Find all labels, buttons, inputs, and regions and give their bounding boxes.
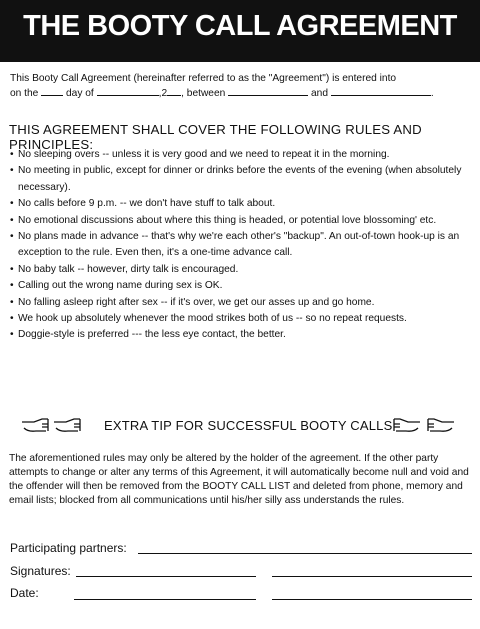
pointing-right-hands-icon	[20, 414, 84, 441]
rule-item: • We hook up absolutely whenever the mood strikes both of us -- so no repeat requests.	[10, 311, 476, 327]
closing-paragraph: The aforementioned rules may only be altered by the holder of the agreement. If the other party attempts to change or alter any terms of this Agreement, it will automatically become null and void and the offender will then be removed from the BOOTY CALL LIST and deleted from phone, memory and email lists; blocked from all communications until his/her silly ass understands the rules.	[9, 453, 469, 506]
party-one-blank[interactable]	[228, 86, 308, 96]
signatures-label: Signatures:	[10, 564, 71, 578]
intro-day-of: day of	[66, 88, 94, 99]
rule-item: • No meeting in public, except for dinner or drinks before the events of the evening (when absolutely necessary).	[10, 163, 476, 196]
rule-item: • No falling asleep right after sex -- if it's over, we get our asses up and go home.	[10, 295, 476, 311]
date-line-2[interactable]	[272, 599, 472, 600]
party-two-blank[interactable]	[331, 86, 431, 96]
pointing-left-hands-icon	[388, 414, 458, 441]
intro-year-prefix: ,2	[158, 88, 168, 99]
intro-line-2: on the day of ,2 , between and .	[10, 88, 434, 99]
month-blank[interactable]	[97, 86, 159, 96]
date-label: Date:	[10, 586, 39, 600]
year-blank[interactable]	[167, 86, 181, 96]
signature-line-2[interactable]	[272, 576, 472, 577]
partners-line[interactable]	[138, 553, 472, 554]
rule-item: • No plans made in advance -- that's why we're each other's "backup". An out-of-town hook-up is an exception to the rule. Even then, it's a one-time advance call.	[10, 229, 476, 262]
intro-between: , between	[181, 88, 226, 99]
page-title: THE BOOTY CALL AGREEMENT	[23, 10, 457, 42]
title-banner	[0, 0, 480, 62]
date-line-1[interactable]	[74, 599, 256, 600]
extra-tip-heading: EXTRA TIP FOR SUCCESSFUL BOOTY CALLS	[104, 418, 393, 433]
rule-item: • Calling out the wrong name during sex is OK.	[10, 278, 476, 294]
rules-heading: THIS AGREEMENT SHALL COVER THE FOLLOWING RULES AND PRINCIPLES:	[9, 122, 422, 152]
rule-item: • No baby talk -- however, dirty talk is encouraged.	[10, 262, 476, 278]
rules-list	[10, 147, 476, 344]
partners-label: Participating partners:	[10, 541, 127, 555]
rule-item: • Doggie-style is preferred --- the less eye contact, the better.	[10, 327, 476, 343]
intro-paragraph	[10, 72, 472, 101]
intro-line-1: This Booty Call Agreement (hereinafter referred to as the "Agreement") is entered into	[10, 73, 397, 84]
rule-item: • No emotional discussions about where this thing is headed, or potential love blossoming' etc.	[10, 213, 476, 229]
rule-item: • No calls before 9 p.m. -- we don't have stuff to talk about.	[10, 196, 476, 212]
day-blank[interactable]	[41, 86, 63, 96]
extra-tip-banner	[0, 414, 480, 438]
intro-and: and	[311, 88, 328, 99]
intro-on-the: on the	[10, 88, 39, 99]
rule-item: • No sleeping overs -- unless it is very good and we need to repeat it in the morning.	[10, 147, 476, 163]
signature-line-1[interactable]	[76, 576, 256, 577]
